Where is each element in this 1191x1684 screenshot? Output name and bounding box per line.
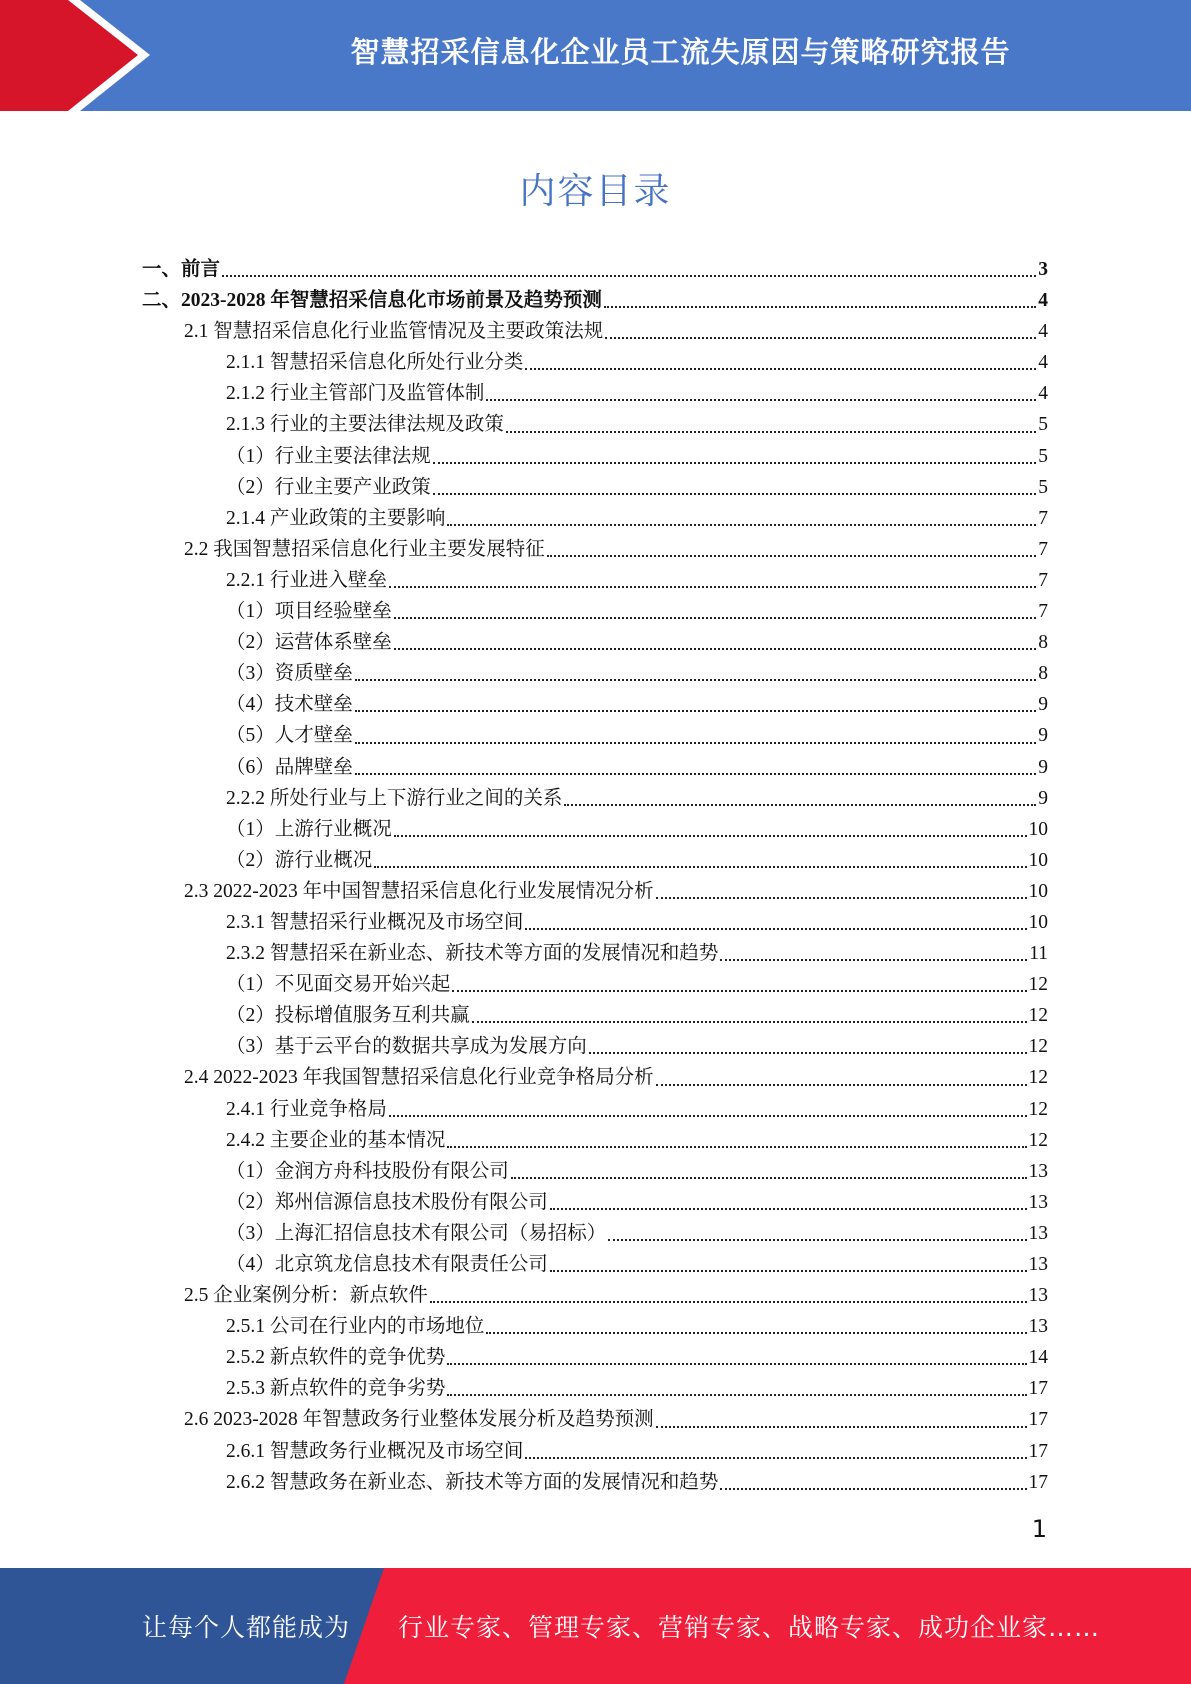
toc-entry[interactable] [142,783,1048,814]
toc-entry-text: 2.1.4 产业政策的主要影响 [226,507,446,529]
toc-entry-page: 4 [1038,321,1048,343]
toc-entry-page: 7 [1038,569,1048,591]
toc-entry-page: 5 [1038,414,1048,436]
toc-entry-text: 2.6 2023-2028 年智慧政务行业整体发展分析及趋势预测 [184,1409,654,1431]
toc-entry-text: 2.4.2 主要企业的基本情况 [226,1129,446,1151]
toc-dot-leader [506,431,1036,433]
toc-entry-page: 3 [1038,259,1048,280]
toc-entry-text: （2）郑州信源信息技术股份有限公司 [226,1191,548,1213]
toc-entry-text: 2.4.1 行业竞争格局 [226,1098,387,1120]
toc-entry-text: 2.1.1 智慧招采信息化所处行业分类 [226,352,524,374]
toc-dot-leader [550,1270,1027,1272]
toc-entry-page: 4 [1038,383,1048,405]
toc-entry-page: 4 [1038,352,1048,374]
toc-entry[interactable] [142,907,1048,938]
toc-dot-leader [605,337,1036,339]
header-band [0,0,1191,111]
toc-entry-page: 13 [1028,1191,1048,1213]
toc-entry[interactable] [142,876,1048,907]
toc-entry-text: （5）人才壁垒 [226,725,353,747]
toc-entry[interactable] [142,627,1048,658]
toc-entry-text: （4）北京筑龙信息技术有限责任公司 [226,1254,548,1275]
toc-entry[interactable] [142,1311,1048,1342]
page-number: 1 [1031,1515,1047,1543]
toc-entry[interactable] [142,1187,1048,1218]
chevron-red-shape [0,0,138,111]
table-of-contents [142,254,1048,1498]
toc-entry[interactable] [142,1467,1048,1498]
toc-entry[interactable] [142,565,1048,596]
toc-entry-text: （6）品牌壁垒 [226,756,353,778]
toc-entry-page: 9 [1038,756,1048,778]
toc-entry-page: 8 [1038,663,1048,685]
toc-entry[interactable] [142,1249,1048,1280]
toc-dot-leader [374,866,1026,868]
toc-entry-page: 10 [1028,849,1048,871]
toc-dot-leader [656,1084,1027,1086]
toc-dot-leader [355,742,1036,744]
toc-entry[interactable] [142,472,1048,503]
toc-entry-text: 2.6.1 智慧政务行业概况及市场空间 [226,1440,524,1462]
toc-dot-leader [430,1301,1027,1303]
toc-entry-page: 11 [1029,943,1048,965]
toc-entry-page: 17 [1028,1409,1048,1431]
toc-entry-page: 4 [1038,290,1048,312]
toc-entry-text: 2.2.1 行业进入壁垒 [226,569,387,591]
toc-dot-leader [394,617,1036,619]
report-title: 智慧招采信息化企业员工流失原因与策略研究报告 [350,34,1011,69]
toc-dot-leader [720,959,1027,961]
toc-entry[interactable] [142,1404,1048,1435]
toc-entry-text: 2.5.3 新点软件的竞争劣势 [226,1378,446,1400]
toc-entry-text: 2.1.3 行业的主要法律法规及政策 [226,414,504,436]
toc-dot-leader [550,1208,1027,1210]
toc-entry-text: （1）金润方舟科技股份有限公司 [226,1160,509,1182]
toc-entry[interactable] [142,1125,1048,1156]
toc-dot-leader [447,1394,1026,1396]
toc-entry-text: （1）不见面交易开始兴起 [226,974,451,996]
toc-entry-text: （2）行业主要产业政策 [226,476,431,498]
toc-dot-leader [447,1363,1026,1365]
toc-entry-text: 二、2023-2028 年智慧招采信息化市场前景及趋势预测 [142,290,602,312]
toc-entry[interactable] [142,1373,1048,1404]
toc-entry[interactable] [142,441,1048,472]
toc-entry-text: 2.4 2022-2023 年我国智慧招采信息化行业竞争格局分析 [184,1067,654,1089]
toc-dot-leader [604,306,1036,308]
toc-dot-leader [394,648,1036,650]
toc-entry[interactable] [142,1218,1048,1249]
toc-entry[interactable] [142,845,1048,876]
toc-entry-page: 5 [1038,445,1048,467]
header-chevron-logo [0,0,160,111]
toc-entry-page: 10 [1028,911,1048,933]
toc-dot-leader [472,1021,1027,1023]
toc-entry-page: 17 [1028,1471,1048,1493]
toc-entry-page: 12 [1028,1036,1048,1058]
toc-entry-text: 2.5 企业案例分析：新点软件 [184,1285,428,1307]
toc-entry-text: 2.2.2 所处行业与上下游行业之间的关系 [226,787,563,809]
toc-entry-text: 一、前言 [142,259,221,280]
toc-dot-leader [656,1426,1027,1428]
toc-entry-page: 13 [1028,1316,1048,1338]
toc-dot-leader [656,897,1027,899]
toc-entry[interactable] [142,1280,1048,1311]
toc-entry[interactable] [142,503,1048,534]
toc-dot-leader [511,1177,1027,1179]
footer-slogan-left: 让每个人都能成为 [142,1613,351,1642]
toc-entry[interactable] [142,254,1048,285]
toc-entry-page: 12 [1028,974,1048,996]
toc-dot-leader [525,928,1026,930]
toc-entry-page: 7 [1038,507,1048,529]
toc-entry-page: 14 [1028,1347,1048,1369]
toc-entry-text: （1）上游行业概况 [226,818,392,840]
toc-entry-page: 13 [1028,1254,1048,1275]
toc-entry-page: 10 [1028,818,1048,840]
toc-entry-page: 13 [1028,1160,1048,1182]
toc-entry-text: （1）行业主要法律法规 [226,445,431,467]
toc-entry-text: 2.6.2 智慧政务在新业态、新技术等方面的发展情况和趋势 [226,1471,719,1493]
toc-dot-leader [486,399,1036,401]
toc-entry[interactable] [142,1342,1048,1373]
toc-dot-leader [433,493,1036,495]
toc-entry-page: 7 [1038,601,1048,623]
toc-entry[interactable] [142,938,1048,969]
toc-entry-page: 9 [1038,694,1048,716]
toc-dot-leader [525,368,1036,370]
toc-dot-leader [355,710,1036,712]
toc-entry[interactable] [142,689,1048,720]
toc-entry[interactable] [142,1156,1048,1187]
toc-dot-leader [589,1052,1027,1054]
toc-entry-text: 2.5.1 公司在行业内的市场地位 [226,1316,485,1338]
toc-entry-text: 2.3.1 智慧招采行业概况及市场空间 [226,911,524,933]
toc-entry[interactable] [142,1436,1048,1467]
footer-band [0,1568,1191,1684]
toc-entry[interactable] [142,1031,1048,1062]
toc-entry-page: 8 [1038,632,1048,654]
toc-entry-page: 13 [1028,1222,1048,1244]
toc-entry[interactable] [142,378,1048,409]
toc-entry[interactable] [142,347,1048,378]
toc-dot-leader [447,1146,1026,1148]
toc-entry-text: 2.1.2 行业主管部门及监管体制 [226,383,485,405]
toc-entry[interactable] [142,752,1048,783]
toc-entry-page: 7 [1038,538,1048,560]
toc-entry[interactable] [142,969,1048,1000]
toc-dot-leader [720,1488,1026,1490]
toc-entry-text: 2.3 2022-2023 年中国智慧招采信息化行业发展情况分析 [184,880,654,902]
footer-slogan-right: 行业专家、管理专家、营销专家、战略专家、成功企业家…… [398,1613,1101,1642]
toc-dot-leader [486,1332,1026,1334]
toc-entry-text: 2.5.2 新点软件的竞争优势 [226,1347,446,1369]
toc-entry-page: 10 [1028,880,1048,902]
toc-entry-page: 9 [1038,725,1048,747]
toc-entry-text: 2.2 我国智慧招采信息化行业主要发展特征 [184,538,545,560]
toc-entry[interactable] [142,409,1048,440]
toc-entry-text: （3）资质壁垒 [226,663,353,685]
toc-entry[interactable] [142,285,1048,316]
toc-entry-page: 12 [1028,1129,1048,1151]
toc-entry[interactable] [142,596,1048,627]
toc-dot-leader [394,835,1027,837]
toc-dot-leader [547,555,1036,557]
toc-entry[interactable] [142,1094,1048,1125]
toc-dot-leader [389,586,1036,588]
toc-entry[interactable] [142,534,1048,565]
toc-entry-text: （3）上海汇招信息技术有限公司（易招标） [226,1222,607,1244]
toc-entry-text: 2.3.2 智慧招采在新业态、新技术等方面的发展情况和趋势 [226,943,719,965]
toc-entry[interactable] [142,1062,1048,1093]
toc-dot-leader [608,1239,1026,1241]
toc-dot-leader [389,1115,1027,1117]
toc-entry[interactable] [142,720,1048,751]
toc-entry-text: （4）技术壁垒 [226,694,353,716]
toc-dot-leader [564,804,1036,806]
toc-entry[interactable] [142,1000,1048,1031]
toc-entry-text: （2）游行业概况 [226,849,373,871]
toc-entry[interactable] [142,658,1048,689]
toc-entry-page: 12 [1028,1067,1048,1089]
toc-entry-page: 13 [1028,1285,1048,1307]
toc-entry-text: （1）项目经验壁垒 [226,601,392,623]
toc-dot-leader [525,1457,1026,1459]
toc-entry-page: 12 [1028,1098,1048,1120]
toc-dot-leader [222,275,1036,277]
toc-entry-page: 12 [1028,1005,1048,1027]
toc-entry-page: 9 [1038,787,1048,809]
toc-heading: 内容目录 [519,171,672,212]
toc-entry-page: 17 [1028,1378,1048,1400]
toc-dot-leader [355,773,1036,775]
toc-entry-text: （2）运营体系壁垒 [226,632,392,654]
toc-entry[interactable] [142,316,1048,347]
toc-entry[interactable] [142,814,1048,845]
toc-entry-text: （2）投标增值服务互利共赢 [226,1005,470,1027]
toc-dot-leader [433,462,1036,464]
toc-entry-text: （3）基于云平台的数据共享成为发展方向 [226,1036,587,1058]
toc-dot-leader [447,524,1036,526]
toc-dot-leader [452,990,1026,992]
toc-entry-page: 17 [1028,1440,1048,1462]
toc-entry-text: 2.1 智慧招采信息化行业监管情况及主要政策法规 [184,321,604,343]
toc-dot-leader [355,679,1036,681]
toc-entry-page: 5 [1038,476,1048,498]
